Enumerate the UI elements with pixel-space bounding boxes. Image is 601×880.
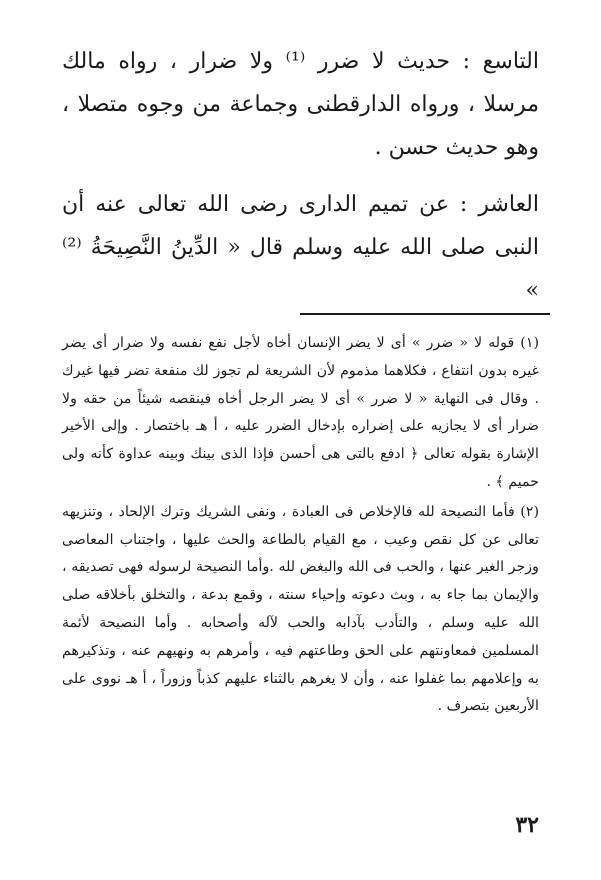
footnote-divider — [300, 313, 550, 315]
page-number: ٣٢ — [515, 812, 539, 838]
main-text-block — [62, 40, 539, 326]
footnotes-block — [62, 330, 539, 723]
main-paragraph-ninth-hadith: التاسع : حديث لا ضرر ⁽¹⁾ ولا ضرار ، رواه مالك مرسلا ، ورواه الدارقطنى وجماعة من وجوه متصلا ، وهو حديث حسن . — [62, 49, 539, 160]
main-paragraph-tenth-hadith: العاشر : عن تميم الدارى رضى الله تعالى عنه أن النبى صلى الله عليه وسلم قال « الدِّينُ النَّصِيحَةُ ⁽²⁾ » — [62, 192, 539, 303]
footnote-2: (٢) فأما النصيحة لله فالإخلاص فى العبادة ، ونفى الشريك وترك الإلحاد ، وتنزيهه تعالى عن كل نقص وعيب ، مع القيام بالطاعة والحث عليها ، واجتناب المعاصى وزجر الغير عنها ، والحب فى الله والبغض لله .وأما النصيحة لرسوله فهى تصديقه ، والإيمان بما جاء به ، وبث دعوته وإحياء سنته ، وقمع بدعة ، والتخلق بأخلاقه صلى الله عليه وسلم ، والتأدب بآدابه والحب لآله وأصحابه . وأما النصيحة لأئمة المسلمين فمعاونتهم على الحق وطاعتهم فيه ، وأمرهم به ونهيهم عنه ، وتذكيرهم به وإعلامهم بما غفلوا عنه ، وأن لا يغرهم بالثناء عليهم كذباً وزوراً ، أ هـ نووى على الأربعين بتصرف . — [62, 503, 539, 715]
footnote-1: (١) قوله لا « ضرر » أى لا يضر الإنسان أخاه لأجل نفع نفسه ولا ضرار أى يضر غيره بدون انتفاع ، فكلاهما مذموم لأن الشريعة لم تجوز لك منفعة تضر فيها غيرك . وقال فى النهاية « لا ضرر » أى لا يضر الرجل أخاه فينقصه شيئاً من حقه ولا ضرار أى لا يجازيه على إضراره بإدخال الضرر عليه ، أ هـ باختصار . وإلى الأخير الإشارة بقوله تعالى ﴿ ادفع بالتى هى أحسن فإذا الذى بينك وبينه عداوة كأنه ولى حميم ﴾ . — [62, 335, 539, 490]
